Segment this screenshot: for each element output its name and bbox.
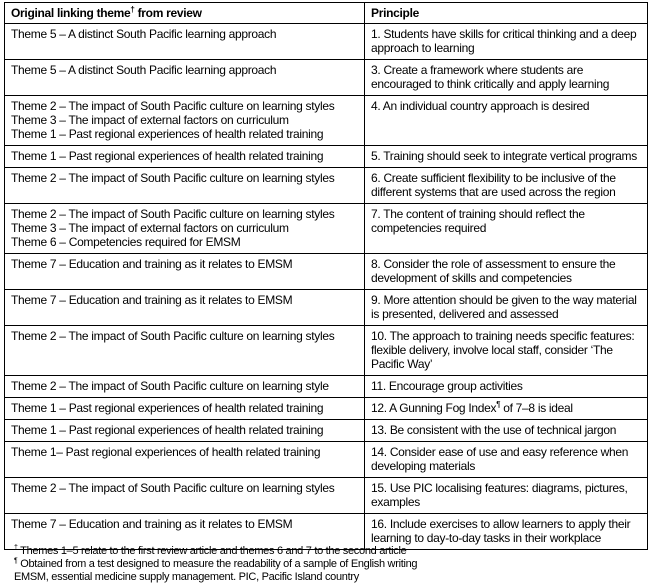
header-principle: Principle xyxy=(365,3,648,24)
theme-line: Theme 1 – Past regional experiences of health related training xyxy=(11,401,324,415)
table-row xyxy=(5,442,648,478)
theme-cell xyxy=(5,204,365,254)
theme-line: Theme 1 – Past regional experiences of health related training xyxy=(11,127,324,141)
table-row xyxy=(5,204,648,254)
header-row xyxy=(5,3,648,24)
themes-principles-table xyxy=(4,2,648,550)
theme-line: Theme 7 – Education and training as it relates to EMSM xyxy=(11,517,293,531)
principle-cell xyxy=(365,24,648,60)
theme-line: Theme 2 – The impact of South Pacific culture on learning styles xyxy=(11,329,335,343)
footnote-text: EMSM, essential medicine supply management. PIC, Pacific Island country xyxy=(14,571,359,583)
principle-text: 5. Training should seek to integrate vertical programs xyxy=(371,149,637,163)
principle-text: 12. A Gunning Fog Index xyxy=(371,401,497,415)
principle-text-suffix: of 7–8 is ideal xyxy=(500,401,573,415)
principle-cell xyxy=(365,60,648,96)
theme-line: Theme 7 – Education and training as it relates to EMSM xyxy=(11,293,293,307)
principle-cell xyxy=(365,204,648,254)
header-theme-label: Original linking theme xyxy=(11,6,131,20)
footnote-abbreviations xyxy=(14,571,417,584)
principle-text: 16. Include exercises to allow learners to apply their learning to day-to-day tasks in their workplace xyxy=(371,517,631,545)
theme-cell xyxy=(5,376,365,398)
table-row xyxy=(5,96,648,146)
theme-line: Theme 5 – A distinct South Pacific learning approach xyxy=(11,27,277,41)
theme-line: Theme 2 – The impact of South Pacific culture on learning style xyxy=(11,379,329,393)
principle-text: 7. The content of training should reflect the competencies required xyxy=(371,207,585,235)
theme-line: Theme 2 – The impact of South Pacific culture on learning styles xyxy=(11,207,335,221)
table-row xyxy=(5,168,648,204)
table-row xyxy=(5,290,648,326)
table-row xyxy=(5,398,648,420)
pilcrow-mark: ¶ xyxy=(496,400,501,409)
table-row xyxy=(5,326,648,376)
theme-line: Theme 2 – The impact of South Pacific culture on learning styles xyxy=(11,99,335,113)
principle-cell xyxy=(365,254,648,290)
footnote-mark: † xyxy=(14,544,18,552)
principle-cell xyxy=(365,478,648,514)
theme-cell xyxy=(5,290,365,326)
theme-cell xyxy=(5,168,365,204)
theme-line: Theme 1 – Past regional experiences of health related training xyxy=(11,423,324,437)
principle-cell xyxy=(365,290,648,326)
theme-cell xyxy=(5,96,365,146)
theme-cell xyxy=(5,326,365,376)
theme-cell xyxy=(5,254,365,290)
table-row xyxy=(5,254,648,290)
table-row xyxy=(5,376,648,398)
footnote-pilcrow xyxy=(14,558,417,571)
theme-cell xyxy=(5,398,365,420)
footnote-dagger xyxy=(14,545,417,558)
principle-text: 3. Create a framework where students are encouraged to think critically and apply learning xyxy=(371,63,610,91)
principle-text: 15. Use PIC localising features: diagrams, pictures, examples xyxy=(371,481,628,509)
principle-text: 10. The approach to training needs specific features: flexible delivery, involve local staff, consider ‘The Pacific Way’ xyxy=(371,329,635,371)
theme-cell xyxy=(5,442,365,478)
principle-cell xyxy=(365,168,648,204)
header-theme-suffix: from review xyxy=(134,6,202,20)
principle-cell xyxy=(365,326,648,376)
footnote-mark: ¶ xyxy=(14,557,18,565)
principle-text: 13. Be consistent with the use of technical jargon xyxy=(371,423,617,437)
principle-text: 9. More attention should be given to the way material is presented, delivered and assessed xyxy=(371,293,637,321)
theme-line: Theme 2 – The impact of South Pacific culture on learning styles xyxy=(11,171,335,185)
principle-cell xyxy=(365,442,648,478)
footnotes xyxy=(14,545,417,584)
theme-cell xyxy=(5,60,365,96)
principle-text: 1. Students have skills for critical thinking and a deep approach to learning xyxy=(371,27,637,55)
principle-text: 14. Consider ease of use and easy reference when developing materials xyxy=(371,445,629,473)
footnote-text: Obtained from a test designed to measure the readability of a sample of English writing xyxy=(17,558,418,570)
principle-text: 6. Create sufficient flexibility to be inclusive of the different systems that are used across the region xyxy=(371,171,616,199)
theme-cell xyxy=(5,478,365,514)
theme-cell xyxy=(5,24,365,60)
table-row xyxy=(5,146,648,168)
principle-cell xyxy=(365,146,648,168)
principle-text: 8. Consider the role of assessment to ensure the development of skills and competencies xyxy=(371,257,616,285)
principle-cell xyxy=(365,398,648,420)
principle-cell xyxy=(365,420,648,442)
table-row xyxy=(5,24,648,60)
theme-line: Theme 3 – The impact of external factors on curriculum xyxy=(11,221,289,235)
theme-cell xyxy=(5,420,365,442)
theme-line: Theme 7 – Education and training as it relates to EMSM xyxy=(11,257,293,271)
theme-line: Theme 5 – A distinct South Pacific learning approach xyxy=(11,63,277,77)
theme-line: Theme 1– Past regional experiences of health related training xyxy=(11,445,321,459)
theme-cell xyxy=(5,146,365,168)
theme-line: Theme 6 – Competencies required for EMSM xyxy=(11,235,241,249)
theme-line: Theme 1 – Past regional experiences of health related training xyxy=(11,149,324,163)
principle-cell xyxy=(365,376,648,398)
dagger-mark: † xyxy=(130,5,135,14)
table-row xyxy=(5,420,648,442)
principle-text: 11. Encourage group activities xyxy=(371,379,523,393)
principle-cell xyxy=(365,96,648,146)
theme-line: Theme 3 – The impact of external factors on curriculum xyxy=(11,113,289,127)
theme-line: Theme 2 – The impact of South Pacific culture on learning styles xyxy=(11,481,335,495)
principle-text: 4. An individual country approach is desired xyxy=(371,99,590,113)
table-row xyxy=(5,478,648,514)
footnote-text: Themes 1–5 relate to the first review article and themes 6 and 7 to the second article xyxy=(17,545,407,557)
header-theme xyxy=(5,3,365,24)
table-row xyxy=(5,60,648,96)
